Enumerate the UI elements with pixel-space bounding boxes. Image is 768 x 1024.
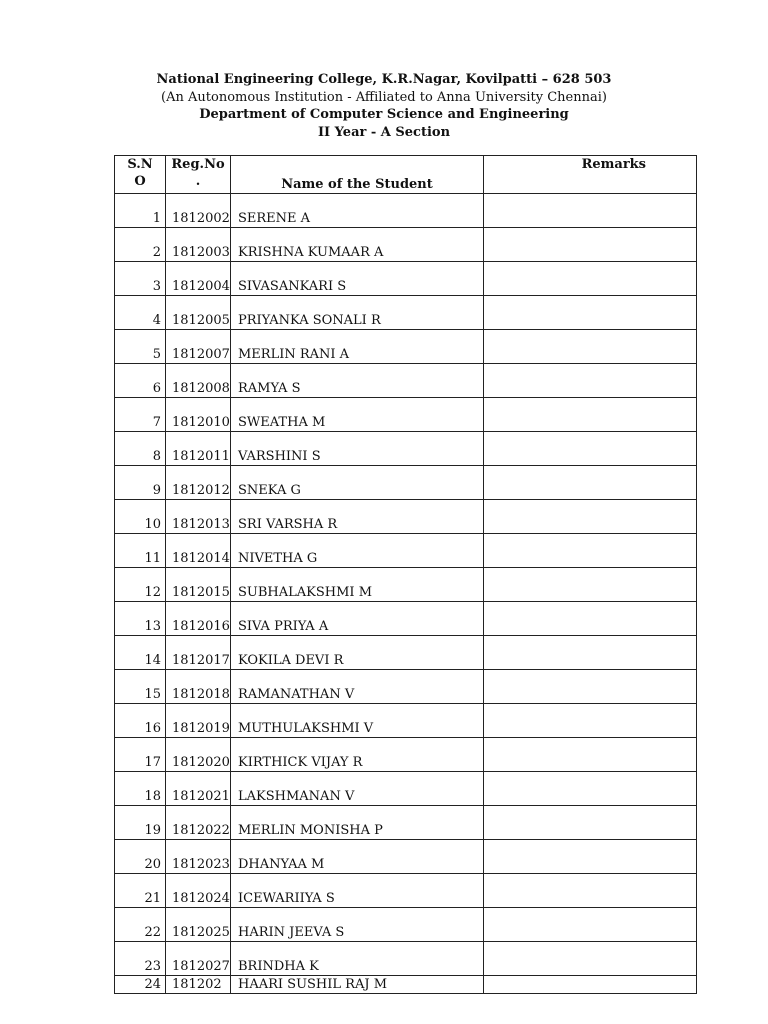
cell-remarks <box>484 670 697 704</box>
table-row <box>115 976 697 994</box>
cell-reg-no: 181202 <box>166 976 231 994</box>
table-row <box>115 534 697 568</box>
table-row <box>115 296 697 330</box>
header-remarks: Remarks <box>484 156 697 194</box>
table-row <box>115 636 697 670</box>
table-row <box>115 772 697 806</box>
cell-sno: 6 <box>115 364 166 398</box>
cell-remarks <box>484 942 697 976</box>
cell-remarks <box>484 840 697 874</box>
cell-reg-no: 1812017 <box>166 636 231 670</box>
cell-sno: 20 <box>115 840 166 874</box>
cell-reg-no: 1812010 <box>166 398 231 432</box>
cell-sno: 19 <box>115 806 166 840</box>
table-row <box>115 466 697 500</box>
cell-student-name: HAARI SUSHIL RAJ M <box>231 976 484 994</box>
cell-reg-no: 1812013 <box>166 500 231 534</box>
cell-sno: 15 <box>115 670 166 704</box>
table-row <box>115 568 697 602</box>
cell-reg-no: 1812003 <box>166 228 231 262</box>
cell-sno: 13 <box>115 602 166 636</box>
header-reg-no: Reg.No . <box>166 156 231 194</box>
cell-reg-no: 1812027 <box>166 942 231 976</box>
cell-sno: 4 <box>115 296 166 330</box>
cell-sno: 3 <box>115 262 166 296</box>
cell-sno: 22 <box>115 908 166 942</box>
cell-student-name: NIVETHA G <box>231 534 484 568</box>
cell-sno: 23 <box>115 942 166 976</box>
cell-student-name: SRI VARSHA R <box>231 500 484 534</box>
cell-reg-no: 1812024 <box>166 874 231 908</box>
table-row <box>115 228 697 262</box>
cell-sno: 16 <box>115 704 166 738</box>
cell-student-name: MERLIN MONISHA P <box>231 806 484 840</box>
cell-sno: 12 <box>115 568 166 602</box>
table-row <box>115 806 697 840</box>
cell-reg-no: 1812011 <box>166 432 231 466</box>
document-header <box>0 71 768 141</box>
cell-sno: 5 <box>115 330 166 364</box>
cell-student-name: LAKSHMANAN V <box>231 772 484 806</box>
table-row <box>115 500 697 534</box>
institution-status: (An Autonomous Institution - Affiliated to Anna University Chennai) <box>161 89 607 105</box>
cell-sno: 17 <box>115 738 166 772</box>
cell-remarks <box>484 398 697 432</box>
cell-student-name: VARSHINI S <box>231 432 484 466</box>
student-list-table <box>114 155 697 994</box>
cell-sno: 7 <box>115 398 166 432</box>
cell-sno: 10 <box>115 500 166 534</box>
table-row <box>115 670 697 704</box>
cell-reg-no: 1812016 <box>166 602 231 636</box>
department-name: Department of Computer Science and Engineering <box>199 107 569 122</box>
cell-remarks <box>484 364 697 398</box>
cell-remarks <box>484 432 697 466</box>
cell-remarks <box>484 262 697 296</box>
cell-student-name: HARIN JEEVA S <box>231 908 484 942</box>
table-row <box>115 704 697 738</box>
cell-remarks <box>484 534 697 568</box>
cell-student-name: KIRTHICK VIJAY R <box>231 738 484 772</box>
table-row <box>115 262 697 296</box>
cell-remarks <box>484 636 697 670</box>
cell-student-name: KOKILA DEVI R <box>231 636 484 670</box>
cell-reg-no: 1812023 <box>166 840 231 874</box>
cell-student-name: SWEATHA M <box>231 398 484 432</box>
cell-student-name: PRIYANKA SONALI R <box>231 296 484 330</box>
cell-reg-no: 1812005 <box>166 296 231 330</box>
cell-sno: 11 <box>115 534 166 568</box>
cell-sno: 2 <box>115 228 166 262</box>
cell-student-name: RAMYA S <box>231 364 484 398</box>
cell-remarks <box>484 466 697 500</box>
cell-reg-no: 1812007 <box>166 330 231 364</box>
cell-reg-no: 1812019 <box>166 704 231 738</box>
cell-reg-no: 1812015 <box>166 568 231 602</box>
cell-remarks <box>484 568 697 602</box>
cell-student-name: SNEKA G <box>231 466 484 500</box>
cell-remarks <box>484 976 697 994</box>
cell-remarks <box>484 806 697 840</box>
table-row <box>115 874 697 908</box>
cell-student-name: MUTHULAKSHMI V <box>231 704 484 738</box>
cell-student-name: KRISHNA KUMAAR A <box>231 228 484 262</box>
table-row <box>115 942 697 976</box>
year-section: II Year - A Section <box>317 124 451 140</box>
cell-remarks <box>484 704 697 738</box>
cell-remarks <box>484 772 697 806</box>
college-name: National Engineering College, K.R.Nagar, Kovilpatti – 628 503 <box>156 72 612 87</box>
cell-reg-no: 1812012 <box>166 466 231 500</box>
cell-reg-no: 1812020 <box>166 738 231 772</box>
cell-reg-no: 1812025 <box>166 908 231 942</box>
cell-sno: 18 <box>115 772 166 806</box>
header-sno: S.N O <box>115 156 166 194</box>
table-row <box>115 364 697 398</box>
table-row <box>115 840 697 874</box>
cell-remarks <box>484 738 697 772</box>
cell-remarks <box>484 908 697 942</box>
cell-remarks <box>484 228 697 262</box>
cell-student-name: SIVA PRIYA A <box>231 602 484 636</box>
cell-reg-no: 1812008 <box>166 364 231 398</box>
cell-student-name: DHANYAA M <box>231 840 484 874</box>
cell-reg-no: 1812021 <box>166 772 231 806</box>
table-row <box>115 602 697 636</box>
cell-sno: 14 <box>115 636 166 670</box>
cell-reg-no: 1812014 <box>166 534 231 568</box>
cell-remarks <box>484 500 697 534</box>
cell-sno: 24 <box>115 976 166 994</box>
cell-student-name: RAMANATHAN V <box>231 670 484 704</box>
cell-student-name: SERENE A <box>231 194 484 228</box>
header-student-name: Name of the Student <box>231 156 484 194</box>
cell-sno: 21 <box>115 874 166 908</box>
cell-remarks <box>484 874 697 908</box>
cell-reg-no: 1812018 <box>166 670 231 704</box>
table-row <box>115 432 697 466</box>
cell-student-name: MERLIN RANI A <box>231 330 484 364</box>
cell-reg-no: 1812004 <box>166 262 231 296</box>
cell-remarks <box>484 194 697 228</box>
cell-remarks <box>484 296 697 330</box>
table-row <box>115 398 697 432</box>
cell-student-name: SUBHALAKSHMI M <box>231 568 484 602</box>
table-header-row <box>115 156 697 194</box>
table-row <box>115 738 697 772</box>
cell-student-name: ICEWARIIYA S <box>231 874 484 908</box>
cell-reg-no: 1812022 <box>166 806 231 840</box>
cell-sno: 8 <box>115 432 166 466</box>
table-row <box>115 330 697 364</box>
cell-student-name: BRINDHA K <box>231 942 484 976</box>
cell-remarks <box>484 602 697 636</box>
cell-student-name: SIVASANKARI S <box>231 262 484 296</box>
cell-reg-no: 1812002 <box>166 194 231 228</box>
table-row <box>115 908 697 942</box>
cell-remarks <box>484 330 697 364</box>
cell-sno: 9 <box>115 466 166 500</box>
table-row <box>115 194 697 228</box>
cell-sno: 1 <box>115 194 166 228</box>
